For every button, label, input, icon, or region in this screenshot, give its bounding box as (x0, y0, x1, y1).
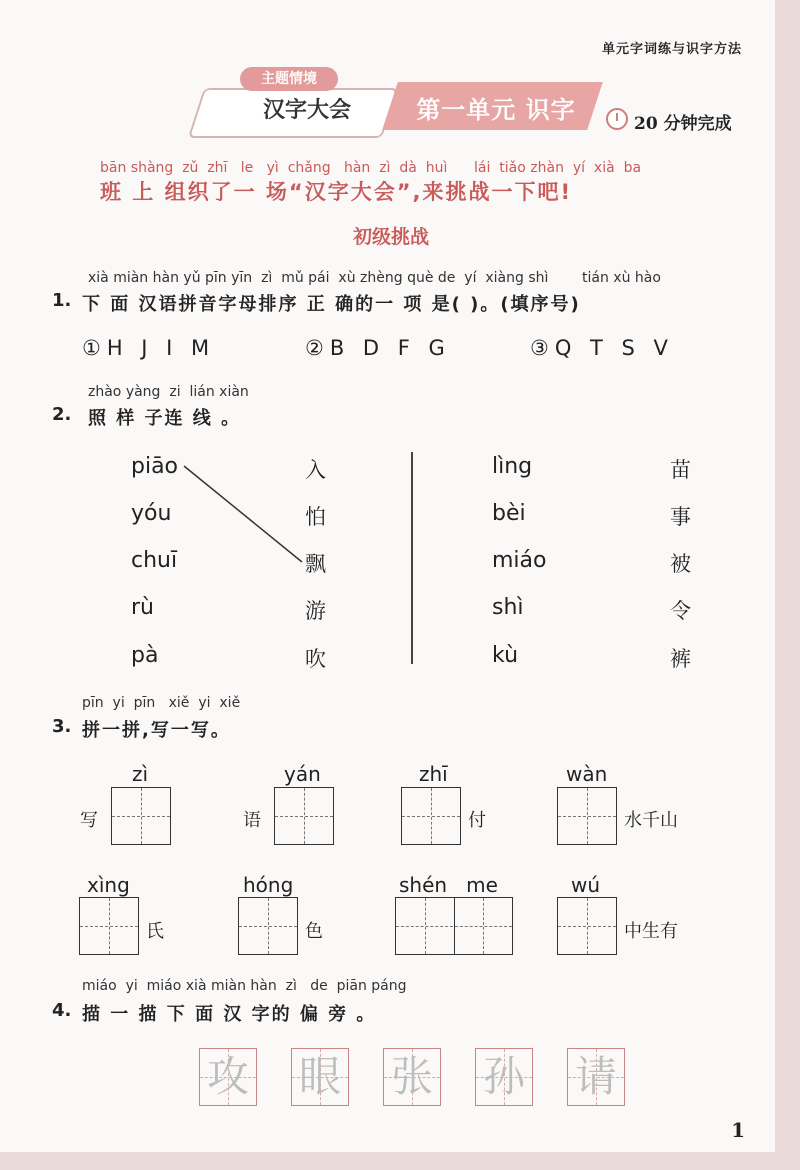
q3-item-after: 中生有 (624, 921, 678, 942)
q2-pinyin: zhào yàng zi lián xiàn (88, 384, 249, 400)
trace-char-box[interactable] (475, 1048, 533, 1106)
match-left-char: 吹 (305, 647, 326, 671)
match-right-pinyin: shì (492, 595, 524, 620)
q3-write-box-double[interactable] (395, 897, 513, 955)
q4-number: 4. (52, 1000, 72, 1021)
q1-option-1: ①H J I M (82, 336, 216, 360)
q3-item-pinyin: wàn (566, 762, 608, 786)
trace-char-box[interactable] (383, 1048, 441, 1106)
q3-item-pinyin: zhī (419, 762, 448, 786)
match-left-pinyin: chuī (131, 548, 178, 573)
trace-char: 孙 (482, 1052, 525, 1101)
q3-item-after: 水千山 (624, 810, 678, 831)
header-subtitle: 单元字词练与识字方法 (601, 42, 742, 57)
match-right-char: 令 (670, 599, 691, 623)
match-left-char: 入 (305, 458, 326, 482)
q3-write-box[interactable] (274, 787, 334, 845)
q3-write-box[interactable] (557, 897, 617, 955)
q3-text: 拼一拼,写一写。 (82, 720, 231, 741)
q3-item-pinyin: zì (132, 762, 149, 786)
q4-text: 描 一 描 下 面 汉 字的 偏 旁 。 (82, 1004, 377, 1025)
match-left-pinyin: piāo (131, 454, 179, 479)
q3-item-pinyin: xìng (87, 873, 130, 897)
q3-item-after: 付 (468, 810, 486, 831)
q3-item-before: 语 (243, 810, 261, 831)
q2-text: 照 样 子连 线 。 (88, 408, 242, 429)
match-right-char: 裤 (670, 647, 691, 671)
q3-number: 3. (52, 716, 72, 737)
trace-char: 请 (574, 1052, 617, 1101)
q3-item-pinyin: shén me (399, 873, 498, 897)
theme-badge: 主题情境 (240, 67, 338, 91)
match-left-pinyin: rù (131, 595, 154, 620)
trace-char-box[interactable] (199, 1048, 257, 1106)
match-left-pinyin: pà (131, 643, 159, 668)
q3-item-pinyin: yán (284, 762, 321, 786)
match-right-pinyin: miáo (492, 548, 547, 573)
match-divider (411, 452, 413, 664)
q3-item-after: 氏 (146, 921, 164, 942)
q3-item-before: 写 (80, 810, 98, 831)
intro-text: 班 上 组织了一 场“汉字大会”,来挑战一下吧! (100, 180, 573, 204)
unit-title: 第一单元 识字 (416, 96, 576, 124)
q1-pinyin-tail: tián xù hào (582, 270, 661, 286)
q3-write-box[interactable] (238, 897, 298, 955)
match-right-pinyin: lìng (492, 454, 533, 479)
match-left-char: 游 (305, 599, 326, 623)
q1-pinyin: xià miàn hàn yǔ pīn yīn zì mǔ pái xù zhèng què de yí xiàng shì (88, 270, 549, 286)
q3-item-pinyin: wú (571, 873, 601, 897)
section-title: 初级挑战 (353, 226, 430, 248)
intro-pinyin: bān shàng zǔ zhī le yì chǎng hàn zì dà huì lái tiǎo zhàn yí xià ba (100, 160, 642, 176)
match-right-char: 苗 (670, 458, 691, 482)
match-right-pinyin: bèi (492, 501, 526, 526)
trace-char: 张 (390, 1052, 433, 1101)
q3-write-box[interactable] (401, 787, 461, 845)
q3-write-box[interactable] (111, 787, 171, 845)
match-left-char: 飘 (305, 552, 326, 576)
match-right-pinyin: kù (492, 643, 519, 668)
q1-text: 下 面 汉语拼音字母排序 正 确的一 项 是( )。(填序号) (82, 294, 581, 315)
q3-pinyin: pīn yi pīn xiě yi xiě (82, 695, 241, 711)
q1-option-3: ③Q T S V (530, 336, 674, 360)
timer-text: 20 分钟完成 (634, 114, 732, 134)
trace-char-box[interactable] (291, 1048, 349, 1106)
q2-number: 2. (52, 404, 72, 425)
trace-char: 攻 (206, 1052, 249, 1101)
q3-item-pinyin: hóng (243, 873, 294, 897)
q3-write-box[interactable] (79, 897, 139, 955)
page-number: 1 (731, 1118, 745, 1142)
q3-item-after: 色 (305, 921, 323, 942)
trace-char: 眼 (298, 1052, 341, 1101)
q1-number: 1. (52, 290, 72, 311)
match-left-char: 怕 (305, 505, 326, 529)
match-left-pinyin: yóu (131, 501, 172, 526)
match-right-char: 事 (670, 505, 691, 529)
match-right-char: 被 (670, 552, 691, 576)
trace-char-box[interactable] (567, 1048, 625, 1106)
alarm-clock-icon (606, 108, 628, 130)
theme-title: 汉字大会 (262, 98, 351, 123)
q1-option-2: ②B D F G (305, 336, 451, 360)
example-connect-line (180, 462, 310, 572)
q4-pinyin: miáo yi miáo xià miàn hàn zì de piān páng (82, 978, 407, 994)
q3-write-box[interactable] (557, 787, 617, 845)
